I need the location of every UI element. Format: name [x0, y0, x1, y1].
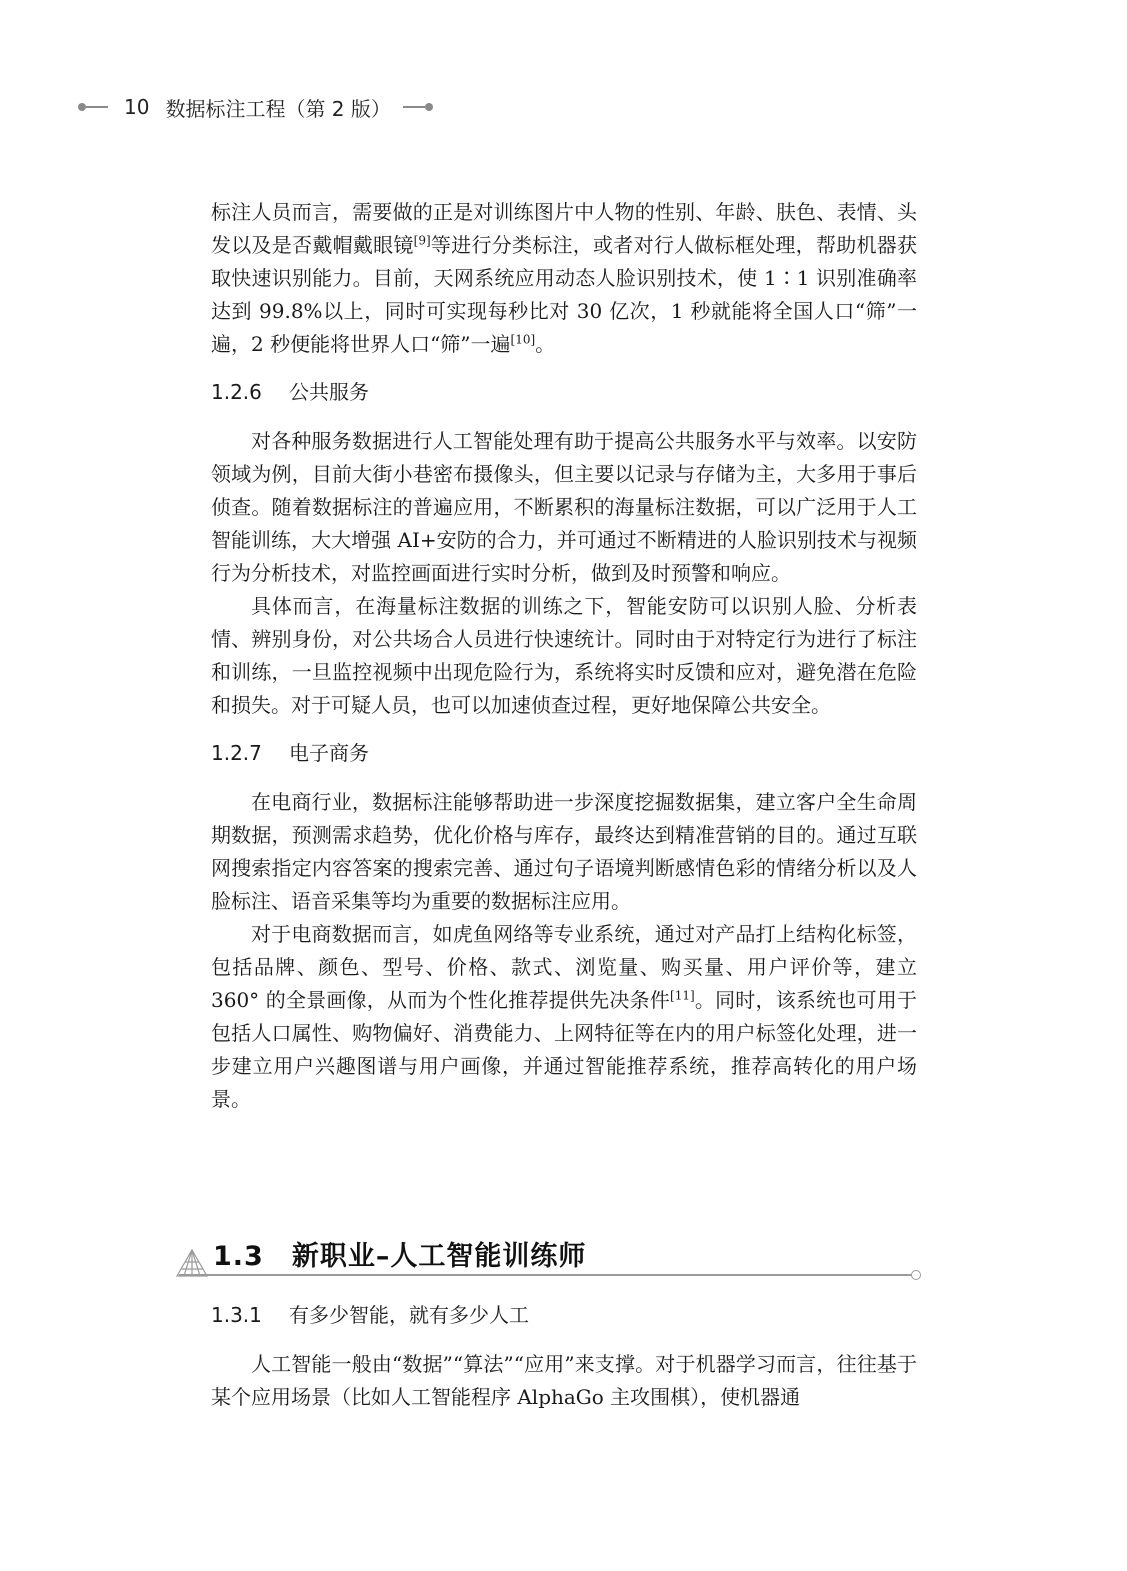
- page-body: [211, 196, 917, 1116]
- heading-rule-end-dot: [911, 1270, 921, 1280]
- chapter-section-heading-1-3: [173, 1232, 923, 1282]
- section-heading-1-2-7: [211, 736, 917, 770]
- header-right-ornament: [403, 103, 433, 111]
- section-number: 1.3.1: [211, 1303, 262, 1327]
- paragraph-continuation: 标注人员而言，需要做的正是对训练图片中人物的性别、年龄、肤色、表情、头发以及是否戴帽戴眼镜[9]等进行分类标注，或者对行人做标框处理，帮助机器获取快速识别能力。目前，天网系统应用动态人脸识别技术，使 1∶1 识别准确率达到 99.8%以上，同时可实现每秒比对 30 亿次，1 秒就能将全国人口“筛”一遍，2 秒便能将世界人口“筛”一遍[10]。: [211, 200, 918, 356]
- citation-ref: [10]: [510, 332, 536, 347]
- book-title: 数据标注工程（第 2 版）: [165, 96, 391, 121]
- paragraph: 具体而言，在海量标注数据的训练之下，智能安防可以识别人脸、分析表情、辨别身份，对公共场合人员进行快速统计。同时由于对特定行为进行了标注和训练，一旦监控视频中出现危险行为，系统将实时反馈和应对，避免潜在危险和损失。对于可疑人员，也可以加速侦查过程，更好地保障公共安全。: [211, 594, 917, 717]
- page-number: 10: [124, 95, 150, 119]
- chapter-section-number: 1.3: [213, 1241, 264, 1272]
- section-title: 公共服务: [289, 380, 369, 404]
- citation-ref: [9]: [413, 233, 431, 248]
- section-number: 1.2.6: [211, 380, 262, 404]
- paragraph: 对各种服务数据进行人工智能处理有助于提高公共服务水平与效率。以安防领域为例，目前大街小巷密布摄像头，但主要以记录与存储为主，大多用于事后侦查。随着数据标注的普遍应用，不断累积的海量标注数据，可以广泛用于人工智能训练，大大增强 AI+安防的合力，并可通过不断精进的人脸识别技术与视频行为分析技术，对监控画面进行实时分析，做到及时预警和响应。: [211, 429, 917, 585]
- section-title: 有多少智能，就有多少人工: [289, 1303, 529, 1327]
- running-head: [78, 92, 433, 122]
- paragraph: 人工智能一般由“数据”“算法”“应用”来支撑。对于机器学习而言，往往基于某个应用场景（比如人工智能程序 AlphaGo 主攻围棋），使机器通: [211, 1352, 917, 1409]
- section-title: 电子商务: [289, 741, 369, 765]
- paragraph: 在电商行业，数据标注能够帮助进一步深度挖掘数据集，建立客户全生命周期数据，预测需求趋势，优化价格与库存，最终达到精准营销的目的。通过互联网搜索指定内容答案的搜索完善、通过句子语境判断感情色彩的情绪分析以及人脸标注、语音采集等均为重要的数据标注应用。: [211, 790, 917, 913]
- header-left-ornament: [78, 103, 108, 111]
- citation-ref: [11]: [670, 988, 695, 1003]
- chapter-section-label: 新职业–人工智能训练师: [291, 1241, 587, 1272]
- section-heading-1-3-1: [211, 1298, 917, 1332]
- paragraph: 对于电商数据而言，如虎鱼网络等专业系统，通过对产品打上结构化标签，包括品牌、颜色、型号、价格、款式、浏览量、购买量、用户评价等，建立 360° 的全景画像，从而为个性化推荐提供先决条件[11]。同时，该系统也可用于包括人口属性、购物偏好、消费能力、上网特征等在内的用户标签化处理，进一步建立用户兴趣图谱与用户画像，并通过智能推荐系统，推荐高转化的用户场景。: [211, 922, 918, 1111]
- heading-rule: [179, 1274, 915, 1276]
- section-number: 1.2.7: [211, 741, 262, 765]
- section-heading-1-2-6: [211, 375, 917, 409]
- section-1-3-1: [211, 1298, 917, 1414]
- chapter-section-title: [213, 1234, 586, 1273]
